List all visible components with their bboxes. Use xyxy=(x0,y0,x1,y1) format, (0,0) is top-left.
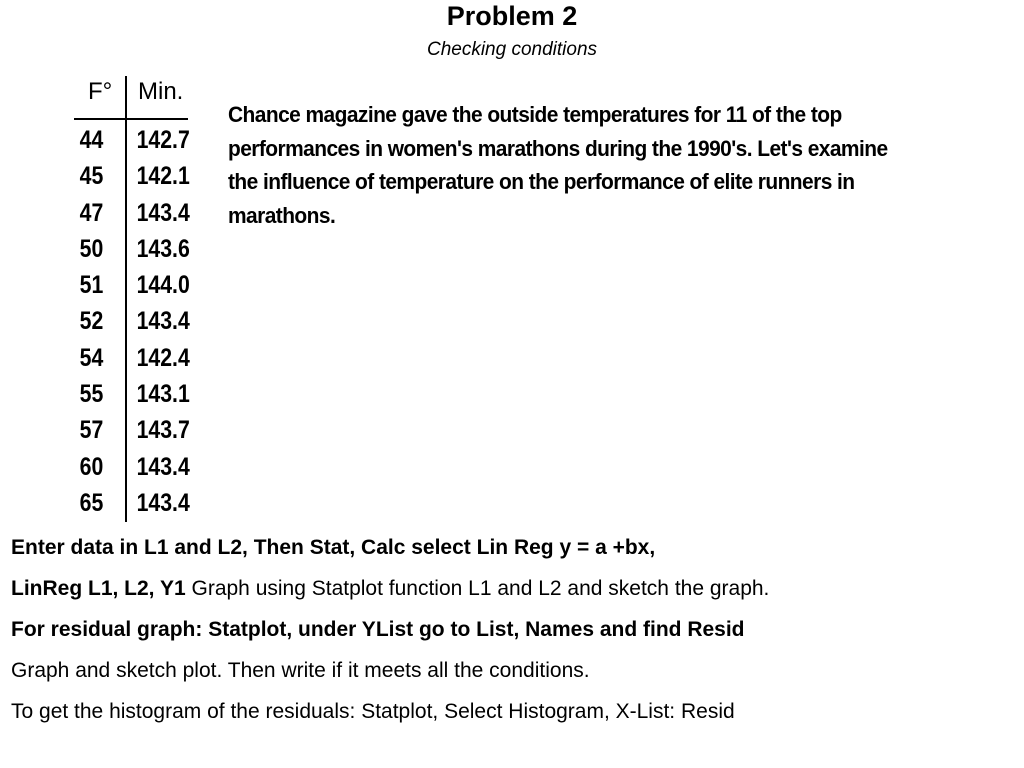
table-row xyxy=(72,451,191,487)
cell-temperature: 54 xyxy=(79,343,104,372)
table-header-minutes: Min. xyxy=(138,78,184,105)
instructions xyxy=(11,527,1011,732)
table-row xyxy=(72,160,191,196)
cell-minutes: 142.1 xyxy=(136,162,190,191)
cell-minutes: 143.4 xyxy=(136,198,190,227)
cell-minutes: 143.6 xyxy=(136,234,190,263)
instruction-line-1: Enter data in L1 and L2, Then Stat, Calc select Lin Reg y = a +bx, xyxy=(11,536,656,559)
table-row xyxy=(72,487,191,523)
cell-temperature: 44 xyxy=(79,126,104,154)
cell-temperature: 55 xyxy=(79,380,104,409)
cell-temperature: 57 xyxy=(79,416,104,445)
table-body xyxy=(72,124,212,523)
instruction-line-5: To get the histogram of the residuals: Statplot, Select Histogram, X-List: Resid xyxy=(11,700,735,723)
cell-temperature: 47 xyxy=(79,198,104,227)
table-row xyxy=(72,124,191,160)
cell-temperature: 60 xyxy=(79,452,104,481)
table-header xyxy=(72,76,212,114)
cell-temperature: 45 xyxy=(79,162,104,191)
table-row xyxy=(72,305,191,341)
table-header-temperature: F° xyxy=(88,78,113,105)
cell-temperature: 52 xyxy=(79,307,104,336)
table-row xyxy=(72,378,191,414)
cell-minutes: 143.7 xyxy=(136,416,190,445)
instruction-line-3: For residual graph: Statplot, under YList go to List, Names and find Resid xyxy=(11,618,745,641)
page-subtitle: Checking conditions xyxy=(426,39,598,60)
table-row xyxy=(72,342,191,378)
cell-minutes: 143.1 xyxy=(136,380,190,409)
cell-minutes: 143.4 xyxy=(136,307,190,336)
table-row xyxy=(72,197,191,233)
data-table xyxy=(72,76,212,517)
cell-minutes: 143.4 xyxy=(136,488,190,517)
cell-temperature: 65 xyxy=(79,488,104,517)
table-row xyxy=(72,269,191,305)
page-title: Problem 2 xyxy=(446,1,578,31)
cell-minutes: 143.4 xyxy=(136,452,190,481)
cell-temperature: 50 xyxy=(79,234,104,263)
cell-minutes: 142.4 xyxy=(136,343,190,372)
instruction-line-4: Graph and sketch plot. Then write if it meets all the conditions. xyxy=(11,659,590,682)
cell-temperature: 51 xyxy=(79,271,104,300)
cell-minutes: 144.0 xyxy=(136,271,190,300)
table-header-divider xyxy=(74,118,188,120)
instruction-line-2 xyxy=(11,568,1011,609)
table-row xyxy=(72,414,191,450)
cell-minutes: 142.7 xyxy=(136,126,190,154)
table-row xyxy=(72,233,191,269)
instruction-line-2-bold: LinReg L1, L2, Y1 xyxy=(11,577,186,600)
instruction-line-2-text: Graph using Statplot function L1 and L2 and sketch the graph. xyxy=(185,577,770,600)
problem-description: Chance magazine gave the outside temperatures for 11 of the top performances in women's marathons during the 1990's. Let's examine the influence of temperature on the performance of elite runners in marathons. xyxy=(228,102,888,228)
